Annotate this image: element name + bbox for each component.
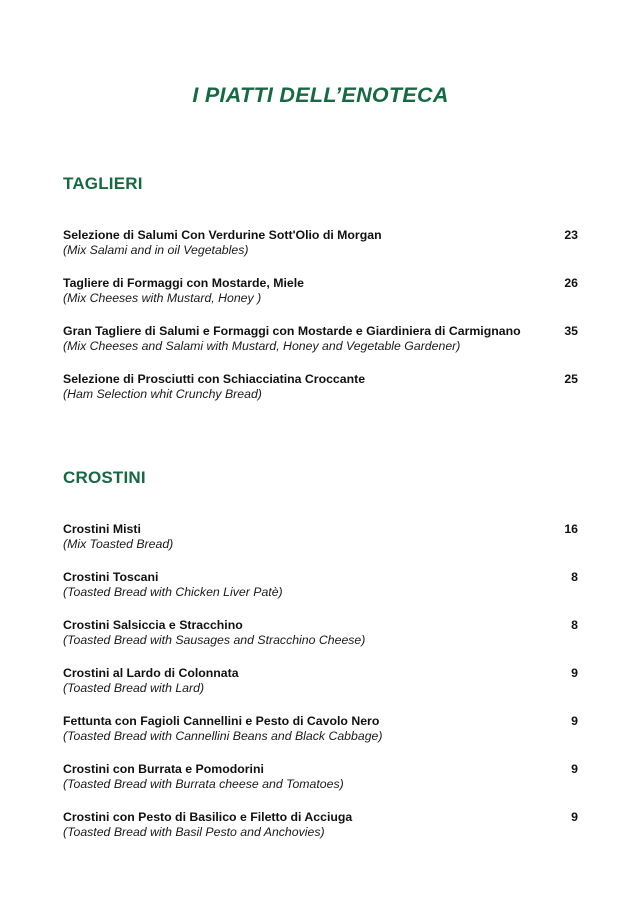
item-name: Crostini Toscani bbox=[63, 570, 159, 584]
item-name: Selezione di Salumi Con Verdurine Sott'Olio di Morgan bbox=[63, 228, 382, 242]
item-price: 25 bbox=[564, 372, 578, 386]
menu-item bbox=[63, 762, 578, 792]
menu-item-row bbox=[63, 522, 578, 537]
item-price: 9 bbox=[571, 714, 578, 728]
menu-section bbox=[63, 174, 578, 402]
item-description: (Toasted Bread with Lard) bbox=[63, 681, 205, 695]
menu-item-row bbox=[63, 570, 578, 585]
menu-item bbox=[63, 324, 578, 354]
menu-item bbox=[63, 570, 578, 600]
menu-item bbox=[63, 666, 578, 696]
item-description: (Toasted Bread with Sausages and Stracchino Cheese) bbox=[63, 633, 366, 647]
item-description: (Mix Toasted Bread) bbox=[63, 537, 174, 551]
item-description: (Mix Cheeses with Mustard, Honey ) bbox=[63, 291, 262, 305]
menu-item-row bbox=[63, 372, 578, 387]
menu-item-row bbox=[63, 228, 578, 243]
item-name: Fettunta con Fagioli Cannellini e Pesto di Cavolo Nero bbox=[63, 714, 380, 728]
menu-item-row bbox=[63, 618, 578, 633]
menu-item bbox=[63, 228, 578, 258]
item-name: Gran Tagliere di Salumi e Formaggi con Mostarde e Giardiniera di Carmignano bbox=[63, 324, 521, 338]
item-price: 35 bbox=[564, 324, 578, 338]
item-price: 26 bbox=[564, 276, 578, 290]
menu-item-row bbox=[63, 762, 578, 777]
menu-item-row bbox=[63, 324, 578, 339]
item-name: Crostini con Pesto di Basilico e Filetto di Acciuga bbox=[63, 810, 353, 824]
section-items bbox=[63, 522, 578, 840]
item-price: 9 bbox=[571, 666, 578, 680]
menu-item bbox=[63, 372, 578, 402]
menu-item bbox=[63, 522, 578, 552]
menu-sections bbox=[63, 174, 578, 840]
item-name: Tagliere di Formaggi con Mostarde, Miele bbox=[63, 276, 304, 290]
menu-item bbox=[63, 810, 578, 840]
item-description: (Toasted Bread with Cannellini Beans and Black Cabbage) bbox=[63, 729, 383, 743]
item-description: (Mix Cheeses and Salami with Mustard, Honey and Vegetable Gardener) bbox=[63, 339, 461, 353]
item-price: 9 bbox=[571, 810, 578, 824]
item-name: Crostini al Lardo di Colonnata bbox=[63, 666, 239, 680]
item-price: 9 bbox=[571, 762, 578, 776]
item-description: (Mix Salami and in oil Vegetables) bbox=[63, 243, 249, 257]
item-price: 8 bbox=[571, 570, 578, 584]
item-description: (Ham Selection whit Crunchy Bread) bbox=[63, 387, 262, 401]
item-name: Crostini Misti bbox=[63, 522, 141, 536]
menu-item bbox=[63, 618, 578, 648]
item-description: (Toasted Bread with Basil Pesto and Anchovies) bbox=[63, 825, 325, 839]
menu-item bbox=[63, 276, 578, 306]
item-description: (Toasted Bread with Chicken Liver Patè) bbox=[63, 585, 283, 599]
menu-item bbox=[63, 714, 578, 744]
item-name: Crostini Salsiccia e Stracchino bbox=[63, 618, 243, 632]
item-price: 16 bbox=[564, 522, 578, 536]
item-price: 8 bbox=[571, 618, 578, 632]
item-name: Crostini con Burrata e Pomodorini bbox=[63, 762, 264, 776]
item-description: (Toasted Bread with Burrata cheese and Tomatoes) bbox=[63, 777, 344, 791]
menu-item-row bbox=[63, 666, 578, 681]
page-title: I PIATTI DELL’ENOTECA bbox=[192, 83, 449, 107]
menu-item-row bbox=[63, 276, 578, 291]
menu-item-row bbox=[63, 810, 578, 825]
section-items bbox=[63, 228, 578, 402]
section-heading: CROSTINI bbox=[63, 468, 146, 487]
menu-item-row bbox=[63, 714, 578, 729]
item-name: Selezione di Prosciutti con Schiacciatina Croccante bbox=[63, 372, 366, 386]
item-price: 23 bbox=[564, 228, 578, 242]
menu-section bbox=[63, 468, 578, 840]
section-heading: TAGLIERI bbox=[63, 174, 143, 193]
